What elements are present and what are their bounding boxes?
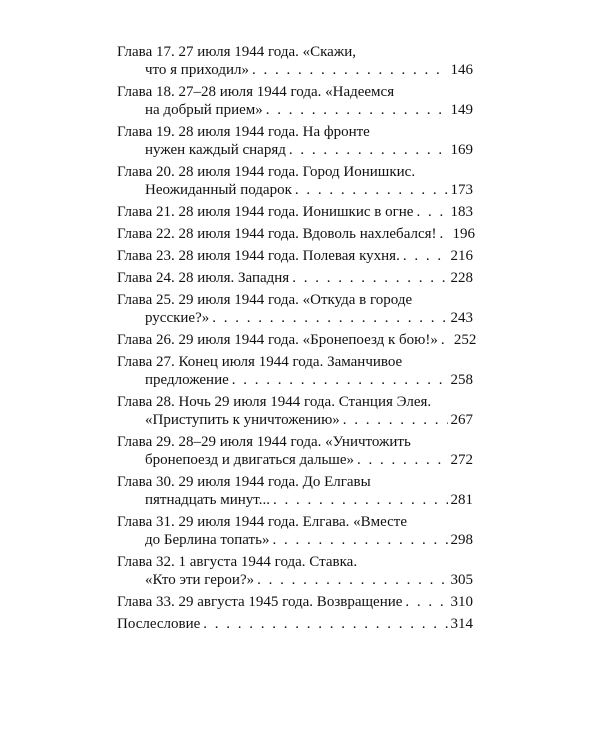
toc-entry-title-line: Глава 31. 29 июля 1944 года. Елгава. «Вместе <box>117 514 408 530</box>
toc-entry-25 <box>117 291 473 327</box>
toc-entry-title-line: русские?» <box>145 310 210 326</box>
toc-page-number: 196 <box>452 226 476 242</box>
dot-leader <box>357 451 447 469</box>
dot-leader <box>273 491 448 509</box>
toc-entry-21 <box>117 203 473 221</box>
toc-entry-title-line: Глава 25. 29 июля 1944 года. «Откуда в городе <box>117 292 413 308</box>
toc-entry-title-line: «Приступить к уничтожению» <box>145 412 340 428</box>
toc-entry-title-line: Глава 17. 27 июля 1944 года. «Скажи, <box>117 44 356 60</box>
dot-leader <box>232 371 448 389</box>
toc-entry-afterword <box>117 615 473 633</box>
table-of-contents <box>117 43 477 637</box>
toc-entry-title-line: Глава 19. 28 июля 1944 года. На фронте <box>117 124 370 140</box>
toc-page-number: 305 <box>450 572 473 588</box>
toc-entry-31 <box>117 513 473 549</box>
toc-entry-title-line: Глава 27. Конец июля 1944 года. Заманчивое <box>117 354 403 370</box>
toc-page-number: 169 <box>450 142 473 158</box>
toc-entry-title-line: бронепоезд и двигаться дальше» <box>145 452 355 468</box>
dot-leader <box>289 141 448 159</box>
toc-entry-17 <box>117 43 473 79</box>
toc-entry-30 <box>117 473 473 509</box>
dot-leader <box>441 331 451 349</box>
toc-page-number: 310 <box>450 594 473 610</box>
toc-page-number: 298 <box>450 532 473 548</box>
toc-page-number: 272 <box>450 452 473 468</box>
toc-entry-19 <box>117 123 473 159</box>
toc-entry-33 <box>117 593 473 611</box>
toc-page-number: 228 <box>450 270 473 286</box>
toc-page-number: 216 <box>450 248 473 264</box>
toc-entry-title-line: на добрый прием» <box>145 102 263 118</box>
dot-leader <box>257 571 447 589</box>
toc-entry-22 <box>117 225 476 243</box>
toc-entry-20 <box>117 163 473 199</box>
toc-page-number: 314 <box>450 616 473 632</box>
toc-page-number: 243 <box>450 310 473 326</box>
toc-entry-title-line: нужен каждый снаряд <box>145 142 286 158</box>
dot-leader <box>292 269 447 287</box>
dot-leader <box>343 411 448 429</box>
toc-entry-24 <box>117 269 473 287</box>
toc-page-number: 267 <box>450 412 473 428</box>
toc-entry-title-line: Глава 30. 29 июля 1944 года. До Елгавы <box>117 474 371 490</box>
dot-leader <box>405 593 447 611</box>
toc-entry-title-line: Глава 26. 29 июля 1944 года. «Бронепоезд к бою!» <box>117 332 438 348</box>
toc-entry-28 <box>117 393 473 429</box>
dot-leader <box>416 203 447 221</box>
dot-leader <box>266 101 448 119</box>
dot-leader <box>252 61 448 79</box>
toc-page-number: 281 <box>450 492 473 508</box>
toc-entry-title-line: Глава 21. 28 июля 1944 года. Ионишкис в огне <box>117 204 414 220</box>
toc-entry-title-line: Глава 32. 1 августа 1944 года. Ставка. <box>117 554 358 570</box>
toc-page-number: 146 <box>450 62 473 78</box>
toc-page-number: 258 <box>450 372 473 388</box>
toc-entry-title-line: Глава 29. 28–29 июля 1944 года. «Уничтожить <box>117 434 411 450</box>
toc-entry-title-line: «Кто эти герои?» <box>145 572 255 588</box>
dot-leader <box>272 531 447 549</box>
toc-entry-23 <box>117 247 473 265</box>
dot-leader <box>403 247 448 265</box>
toc-entry-title-line: Послесловие <box>117 616 201 632</box>
toc-entry-29 <box>117 433 473 469</box>
toc-entry-title-line: Глава 24. 28 июля. Западня <box>117 270 290 286</box>
toc-page-number: 149 <box>450 102 473 118</box>
toc-entry-title-line: Глава 18. 27–28 июля 1944 года. «Надеемся <box>117 84 395 100</box>
toc-entry-title-line: Неожиданный подарок <box>145 182 292 198</box>
toc-entry-title-line: Глава 23. 28 июля 1944 года. Полевая кухня. <box>117 248 400 264</box>
toc-entry-27 <box>117 353 473 389</box>
toc-entry-title-line: до Берлина топать» <box>145 532 270 548</box>
toc-entry-title-line: что я приходил» <box>145 62 249 78</box>
toc-entry-32 <box>117 553 473 589</box>
toc-entry-26 <box>117 331 477 349</box>
toc-entry-title-line: предложение <box>145 372 229 388</box>
dot-leader <box>440 225 450 243</box>
dot-leader <box>212 309 447 327</box>
toc-page-number: 252 <box>453 332 477 348</box>
toc-page-number: 173 <box>450 182 473 198</box>
toc-page-number: 183 <box>450 204 473 220</box>
dot-leader <box>203 615 447 633</box>
toc-entry-title-line: Глава 22. 28 июля 1944 года. Вдоволь нахлебался! <box>117 226 437 242</box>
dot-leader <box>295 181 448 199</box>
toc-entry-title-line: Глава 33. 29 августа 1945 года. Возвращение <box>117 594 403 610</box>
toc-entry-title-line: Глава 20. 28 июля 1944 года. Город Ионишкис. <box>117 164 416 180</box>
toc-entry-title-line: пятнадцать минут... <box>145 492 270 508</box>
toc-entry-title-line: Глава 28. Ночь 29 июля 1944 года. Станция Элея. <box>117 394 432 410</box>
toc-entry-18 <box>117 83 473 119</box>
